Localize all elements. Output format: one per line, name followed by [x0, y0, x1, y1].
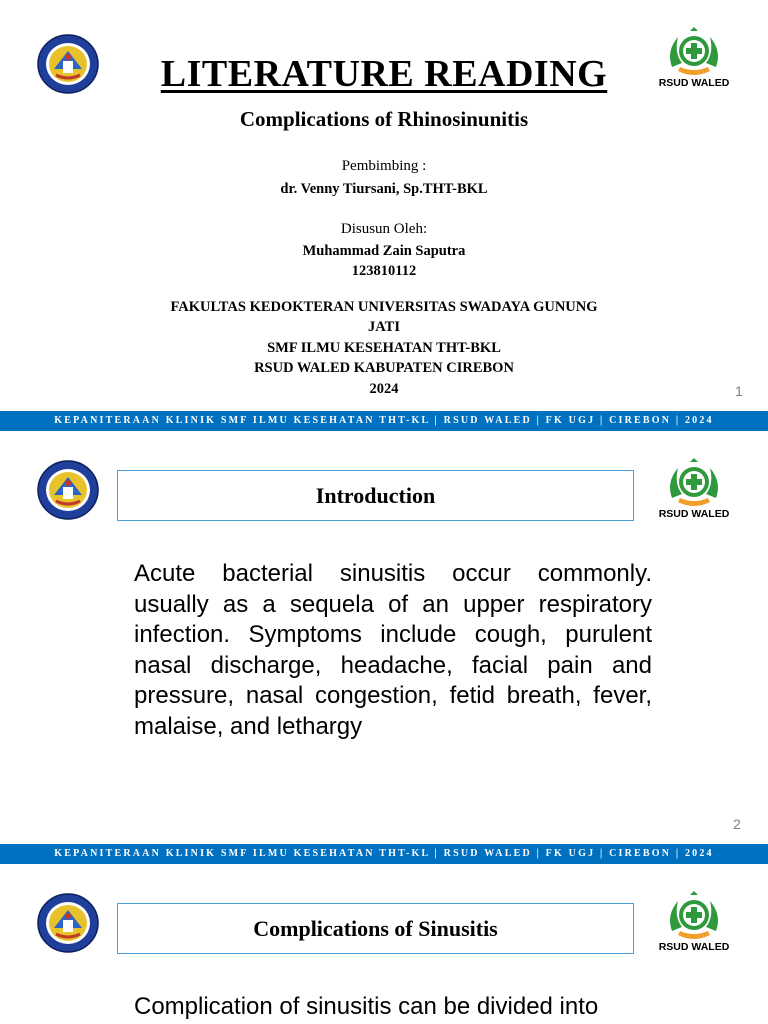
rsud-waled-logo-text: RSUD WALED [658, 508, 730, 520]
rsud-waled-logo [656, 27, 732, 93]
rsud-waled-logo-icon [656, 891, 732, 941]
author-name: Muhammad Zain Saputra [302, 243, 466, 259]
footer-band: KEPANITERAAN KLINIK SMF ILMU KESEHATAN THT-KL | RSUD WALED | FK UGJ | CIREBON | 2024 [0, 844, 768, 864]
institution-line-1: FAKULTAS KEDOKTERAN UNIVERSITAS SWADAYA GUNUNG [170, 299, 598, 315]
institution-line-2: JATI [368, 319, 400, 335]
page-number: 2 [733, 816, 741, 832]
page-number: 1 [735, 383, 743, 399]
complications-paragraph: Complication of sinusitis can be divided into [134, 993, 599, 1020]
institution-line-3: SMF ILMU KESEHATAN THT-BKL [267, 340, 501, 356]
author-id: 123810112 [351, 263, 417, 279]
rsud-waled-logo-text: RSUD WALED [658, 941, 730, 953]
section-title-box [117, 903, 634, 954]
year: 2024 [369, 381, 399, 397]
footer-band: KEPANITERAAN KLINIK SMF ILMU KESEHATAN THT-KL | RSUD WALED | FK UGJ | CIREBON | 2024 [0, 411, 768, 431]
intro-paragraph: Acute bacterial sinusitis occur commonly. usually as a sequela of an upper respiratory infection. Symptoms include cough, purulent nasal discharge, headache, facial pain and pressure, nasal congestion, fetid breath, fever, malaise, and lethargy [134, 560, 652, 740]
author-label: Disusun Oleh: [340, 221, 428, 237]
slide-subtitle: Complications of Rhinosinunitis [239, 107, 529, 131]
section-title: Introduction [315, 482, 436, 508]
slide-title: LITERATURE READING [160, 53, 608, 95]
rsud-waled-logo [656, 891, 732, 957]
rsud-waled-logo-icon [656, 27, 732, 77]
supervisor-name: dr. Venny Tiursani, Sp.THT-BKL [280, 181, 488, 197]
institution-line-4: RSUD WALED KABUPATEN CIREBON [254, 360, 514, 376]
university-logo-icon [36, 892, 100, 954]
rsud-waled-logo-icon [656, 458, 732, 508]
section-title-box [117, 470, 634, 521]
rsud-waled-logo [656, 458, 732, 524]
rsud-waled-logo-text: RSUD WALED [658, 77, 730, 89]
university-logo-icon [36, 459, 100, 521]
section-title: Complications of Sinusitis [253, 915, 498, 941]
supervisor-label: Pembimbing : [341, 158, 427, 174]
